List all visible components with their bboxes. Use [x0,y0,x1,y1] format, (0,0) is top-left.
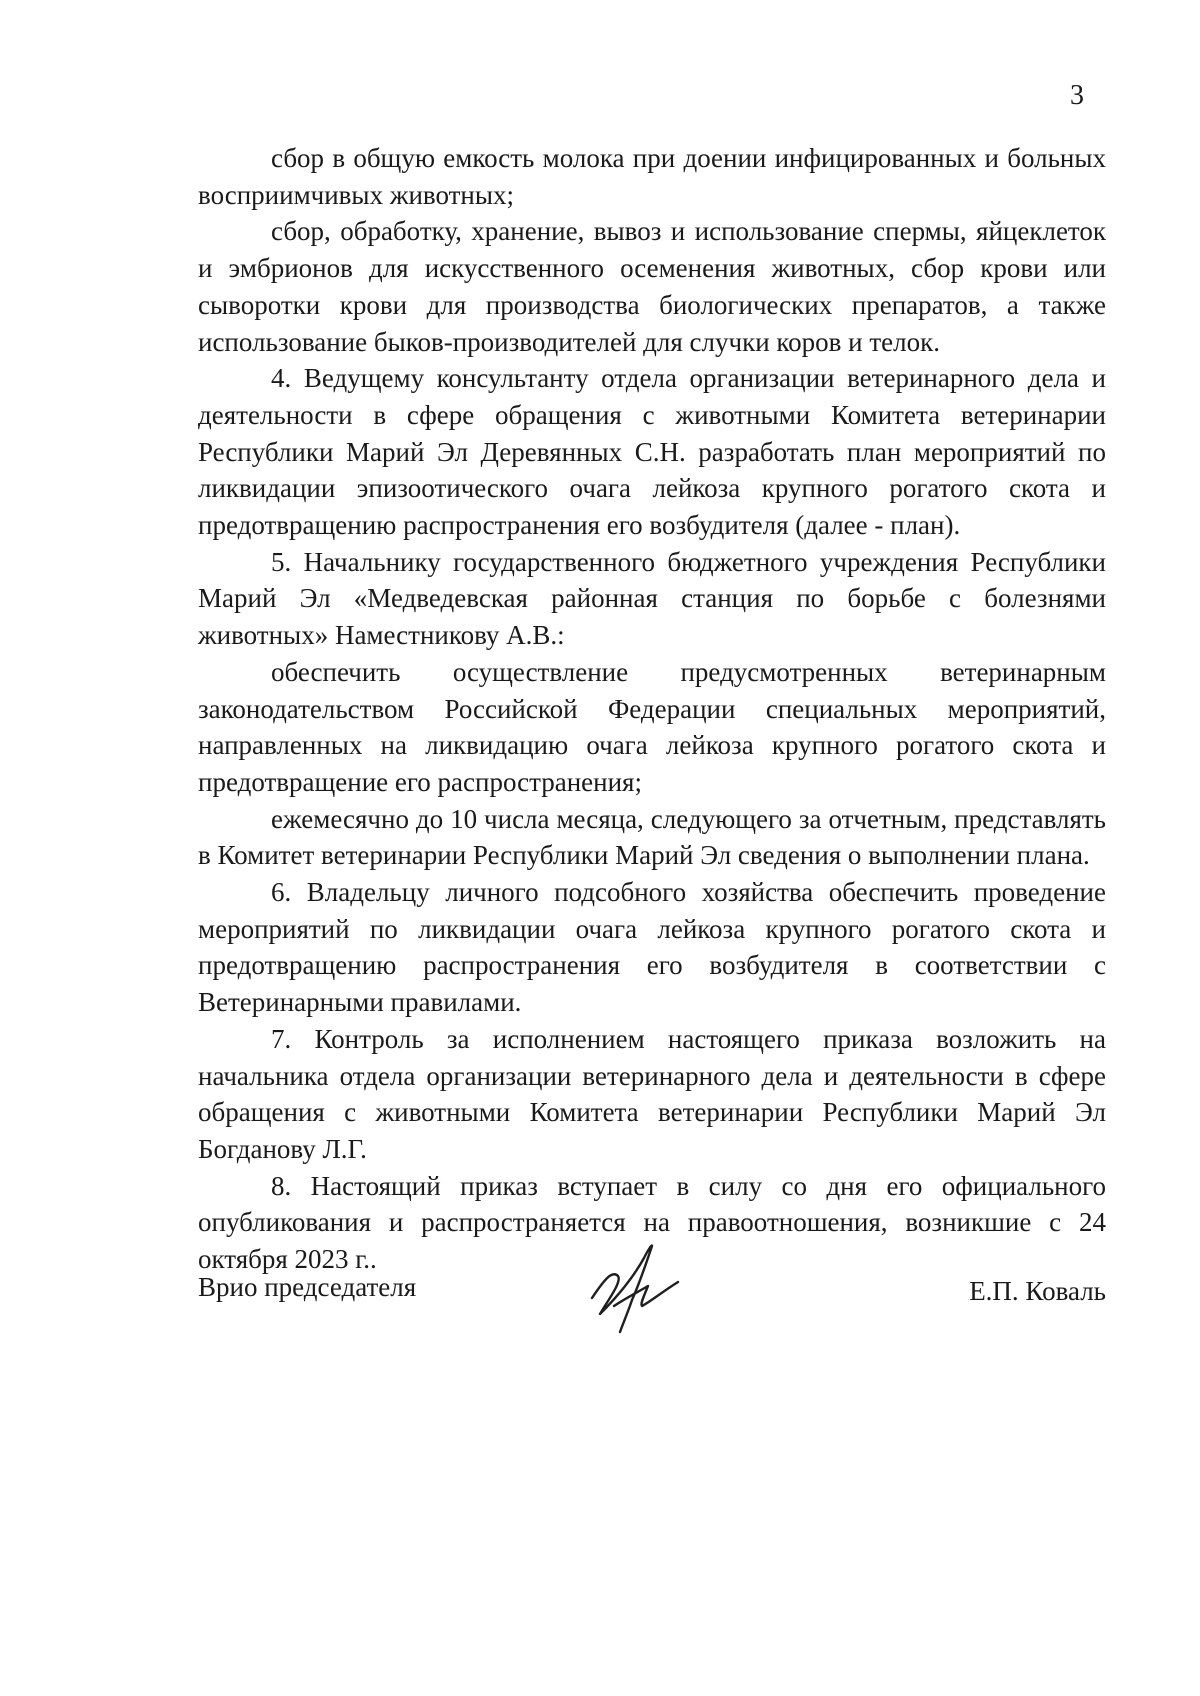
paragraph-milk-collection: сбор в общую емкость молока при доении инфицированных и больных восприимчивых животных; [198,143,1106,210]
paragraph-item-5: 5. Начальнику государственного бюджетного учреждения Республики Марий Эл «Медведевская районная станция по борьбе с болезнями животных» Наместникову А.В.: [198,546,1106,651]
paragraph-item-6: 6. Владельцу личного подсобного хозяйства обеспечить проведение мероприятий по ликвидации очага лейкоза крупного рогатого скота и предотвращению распространения его возбудителя в соответствии с Ветеринарными правилами. [198,877,1106,1018]
paragraph-item-5-ensure: обеспечить осуществление предусмотренных ветеринарным законодательством Российской Федерации специальных мероприятий, направленных на ликвидацию очага лейкоза крупного рогатого скота и предотвращение его распространения; [198,656,1106,797]
document-body [198,140,1106,1278]
paragraph-item-5-report: ежемесячно до 10 числа месяца, следующего за отчетным, представлять в Комитет ветеринарии Республики Марий Эл сведения о выполнении плана. [198,803,1106,871]
paragraph-item-8: 8. Настоящий приказ вступает в силу со дня его официального опубликования и распространяется на правоотношения, возникшие с 24 октября 2023 г.. [198,1170,1106,1275]
signature-block [198,1250,1106,1340]
signatory-position: Врио председателя [198,1272,417,1302]
paragraph-item-4: 4. Ведущему консультанту отдела организации ветеринарного дела и деятельности в сфере обращения с животными Комитета ветеринарии Республики Марий Эл Деревянных С.Н. разработать план мероприятий по ликвидации эпизоотического очага лейкоза крупного рогатого скота и предотвращению распространения его возбудителя (далее - план). [198,363,1106,541]
page-number: 3 [1070,80,1084,111]
signatory-name: Е.П. Коваль [969,1276,1106,1306]
paragraph-item-7: 7. Контроль за исполнением настоящего приказа возложить на начальника отдела организации ветеринарного дела и деятельности в сфере обращения с животными Комитета ветеринарии Республики Марий Эл Богданову Л.Г. [198,1023,1106,1164]
handwritten-signature [578,1236,688,1336]
paragraph-sperm-collection: сбор, обработку, хранение, вывоз и использование спермы, яйцеклеток и эмбрионов для искусственного осеменения животных, сбор крови или сыворотки крови для производства биологических препаратов, а также использование быков-производителей для случки коров и телок. [198,216,1106,357]
